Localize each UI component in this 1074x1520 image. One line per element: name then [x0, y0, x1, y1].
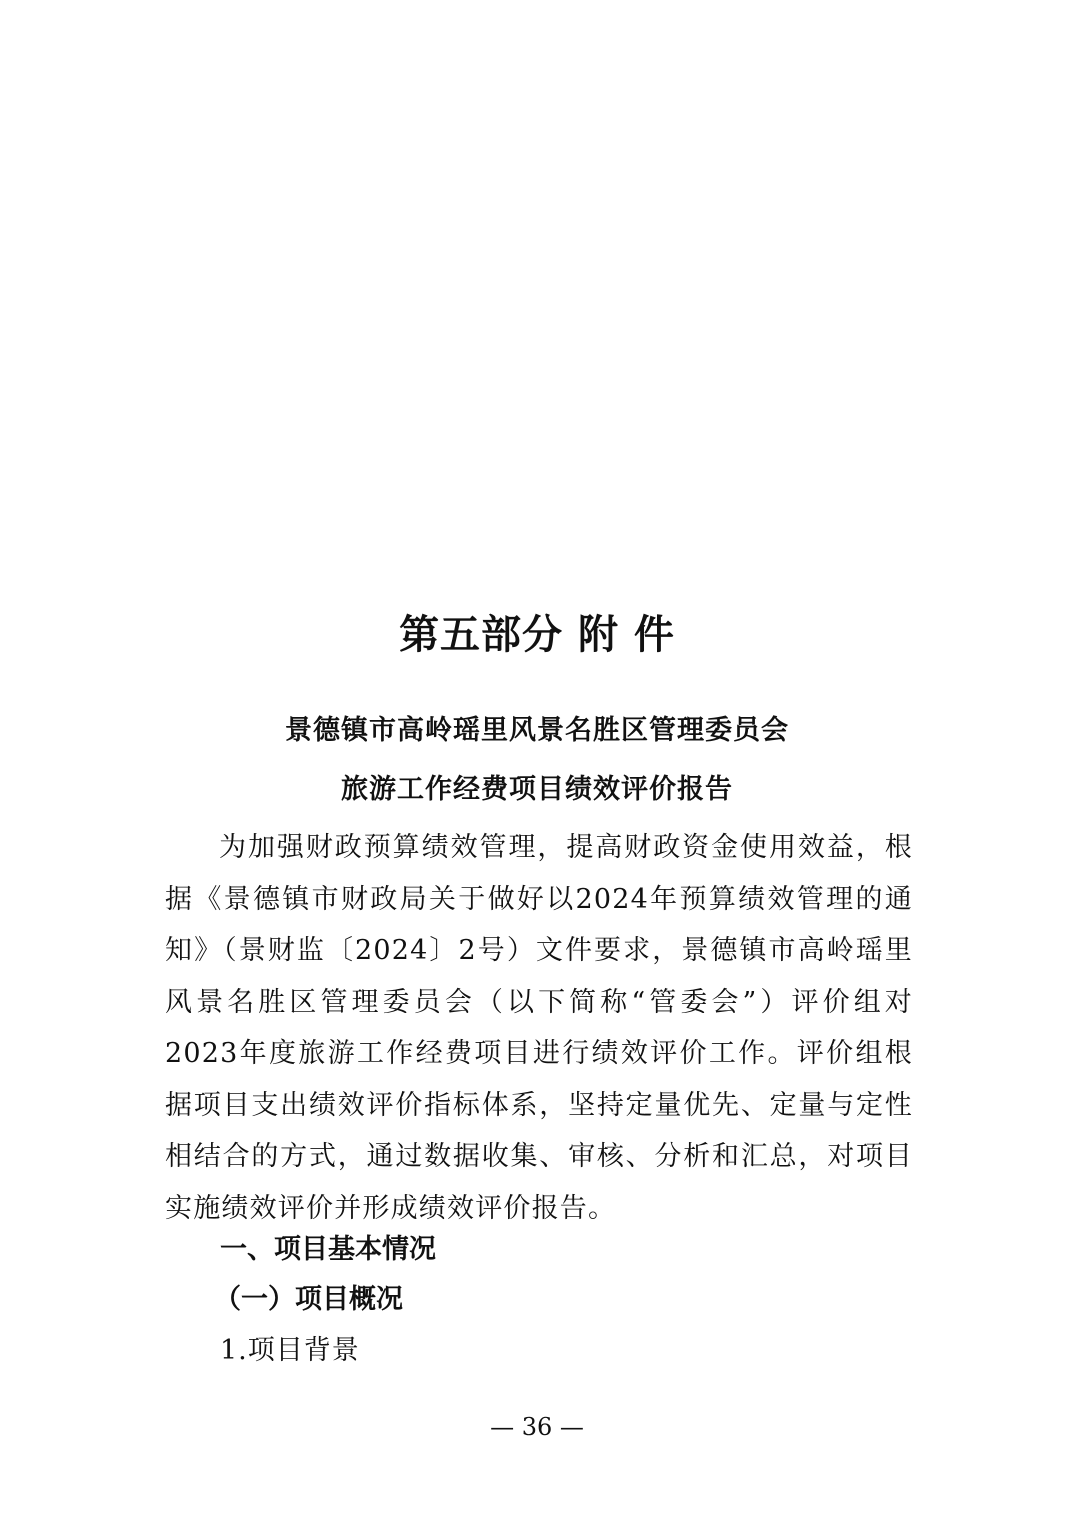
report-title-line-2: 旅游工作经费项目绩效评价报告: [341, 774, 733, 805]
section-heading-overview: （一）项目概况: [214, 1284, 403, 1315]
report-title-line-1: 景德镇市高岭瑶里风景名胜区管理委员会: [285, 715, 789, 746]
intro-paragraph: 为加强财政预算绩效管理，提高财政资金使用效益，根据《景德镇市财政局关于做好以2024年预算绩效管理的通知》（景财监〔2024〕2号）文件要求，景德镇市高岭瑶里风景名胜区管理委员会（以下简称“管委会”）评价组对2023年度旅游工作经费项目进行绩效评价工作。评价组根据项目支出绩效评价指标体系，坚持定量优先、定量与定性相结合的方式，通过数据收集、审核、分析和汇总，对项目实施绩效评价并形成绩效评价报告。: [165, 832, 913, 1224]
section-heading-background: 1.项目背景: [220, 1335, 360, 1366]
section-heading-basic-info: 一、项目基本情况: [220, 1234, 436, 1265]
part-title: 第五部分 附 件: [399, 611, 675, 658]
page-number: — 36 —: [490, 1413, 584, 1441]
